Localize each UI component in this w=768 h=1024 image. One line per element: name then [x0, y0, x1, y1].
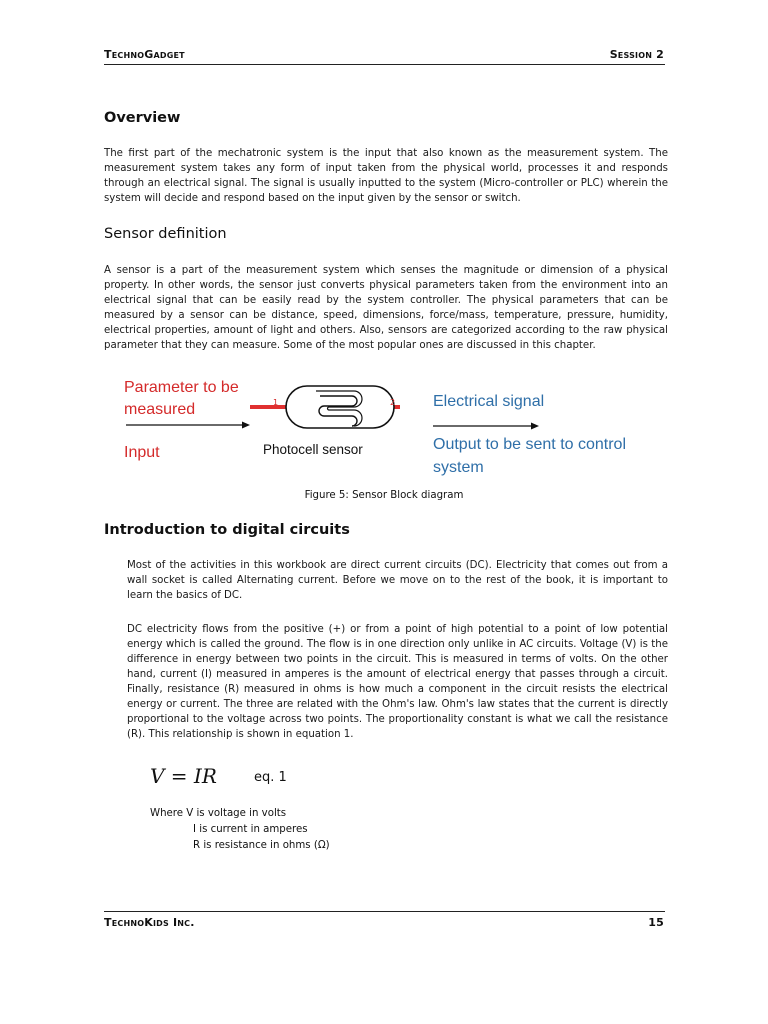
digital-paragraph-1: Most of the activities in this workbook are direct current circuits (DC). Electricity that comes out from a wall socket is called Alternating current. Before we move on to the rest of the book, it is important to learn the basics of DC.: [127, 560, 668, 601]
sensor-heading: Sensor definition: [104, 226, 227, 242]
figure-output-label: Output to be sent to control system: [433, 436, 627, 476]
footer-rule: [104, 911, 665, 912]
figure-electrical-signal-label: Electrical signal: [433, 393, 545, 410]
digital-circuits-heading: Introduction to digital circuits: [104, 522, 350, 538]
photocell-sensor-graphic: [250, 386, 400, 430]
digital-paragraph-2: DC electricity flows from the positive (+) or from a point of high potential to a point of low potential energy which is called the ground. The flow is in one direction only unlike in AC circuits. Voltage (V) is the difference in energy between two points in the circuit. This is measured in terms of volts. On the other hand, current (I) measured in amperes is the amount of electrical energy that passes through a circuit. Finally, resistance (R) measured in ohms is how much a component in the circuit resists the electrical energy or current. The three are related with the Ohm's law. Ohm's law states that the current is directly proportional to the voltage across two points. The proportionality constant is what we call the resistance (R). This relationship is shown in equation 1.: [127, 624, 668, 740]
ohms-law-equation: V = IR: [150, 764, 217, 788]
overview-paragraph: The first part of the mechatronic system is the input that also known as the measurement system. The measurement system takes any form of input taken from the physical world, processes it and responds through an electrical signal. The signal is usually inputted to the system (Micro-controller or PLC) wherein the system will decide and respond based on the input given by the sensor or switch.: [104, 148, 668, 204]
footer-company: TechnoKids Inc.: [104, 916, 195, 929]
pin-1-label: 1: [273, 398, 279, 407]
where-line-voltage: Where V is voltage in volts: [150, 808, 287, 819]
header-rule: [104, 64, 665, 65]
header-session: Session 2: [609, 48, 664, 61]
figure-parameter-label: Parameter to be measured: [124, 379, 239, 418]
overview-heading: Overview: [104, 110, 181, 126]
sensor-paragraph: A sensor is a part of the measurement system which senses the magnitude or dimension of a physical property. In other words, the sensor just converts physical parameters taken from the environment into an electrical signal that can be easily read by the system controller. The physical parameters that can be measured by a sensor can be distance, speed, dimensions, force/mass, temperature, pressure, humidity, electrical properties, amount of light and others. Also, sensors are categorized according to the raw physical parameter that they can measure. Some of the most popular ones are discussed in this chapter.: [104, 265, 668, 351]
figure-input-label: Input: [124, 444, 160, 461]
figure-caption: Figure 5: Sensor Block diagram: [304, 490, 464, 501]
where-line-current: I is current in amperes: [193, 824, 308, 835]
pin-2-label: 2: [390, 398, 396, 407]
header-title: TechnoGadget: [104, 48, 185, 61]
equation-label: eq. 1: [254, 770, 287, 785]
input-arrow: [126, 422, 250, 429]
where-line-resistance: R is resistance in ohms (Ω): [193, 840, 330, 851]
photocell-sensor-label: Photocell sensor: [263, 442, 363, 457]
output-arrow: [433, 420, 543, 432]
page-number: 15: [648, 916, 664, 929]
